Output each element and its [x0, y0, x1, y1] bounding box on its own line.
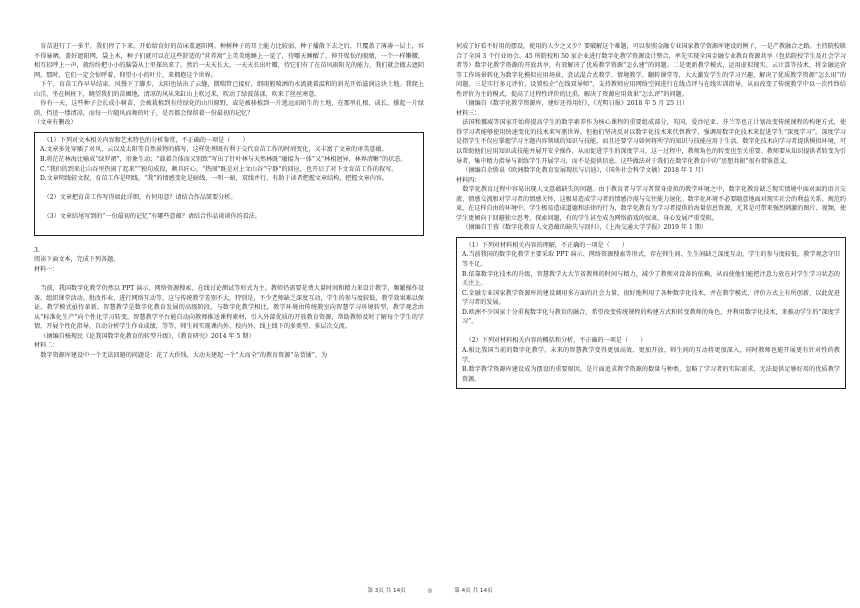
material-3-source: （摘编自余胜泉《欧洲数字化教育发展现状与启迪》，《国外社会科学文摘》2018 年 1 月）	[462, 167, 707, 175]
question-number: 3.	[34, 246, 40, 254]
material-1-title: 材料一：	[34, 266, 59, 274]
question-3: （3）文章结尾写到的“一份最初的记忆”有哪些意蕴？请结合作品谈谈你的看法。	[43, 213, 261, 221]
material-2-text: 数字资源库建设中一个无法回避的问题是：花了大价钱、大动天建起一个“大而全”的教育资源“杂货铺”，为	[40, 351, 328, 359]
option-b: B.依靠数字化技术的升级，智慧教学大大节省教师的时间与精力，减少了教师对设备的依赖，从而使他们能把注意力放在对学生学习状态的关注上。	[462, 270, 840, 288]
option-d: D.欧洲不少国家十分重视数字化与教育的融合，希望改变传统课程的构建方式和转变教师的角色，并利用数字化技术，来推动学生的“深度学习”。	[462, 308, 840, 326]
option-a: A.当前我国的数字化教学主要采取 PPT 演示、网络资源搜索等形式，存在师生间、生生间缺乏深度互动，学生的参与度较低，教学观念守旧等不足。	[462, 251, 840, 269]
option-b: B.将茫茫林海比喻成“绿罗裙”，形象生动；“载着合体而又别致”写出了针叶林与天然林既“融接为一体”又“林相迥异、林界清晰”的状态。	[40, 156, 407, 164]
page-number-left: 第 3页 共 14页	[367, 588, 406, 594]
material-1-text: 当前，我国数字化教学仍然以 PPT 演示、网络资源搜索、在线讨论测试等形式为主。教师仍需要花费大量时间和精力来设计教学，频繁操作设备、组织课堂活动、批改作业、进行网络互动等，这与传统教学差别不大，特别是，不少老师缺乏深度互动，学生的参与度较低，教学效果难以保证。教学模式亟待革新。智慧教学是数字化教育发展的高级阶段，与数字化教学相比，教学环境由传统教室向智慧学习环境转型，教学观念由从“标准化生产”向个性化学习转变，智慧教学平台能自动向教师推送课程素材，引入外部优质的开放教育资源，帮助教师及时了解每个学生的学情，开展个性化指导，自动分析学生作业成绩，等等，师生间实现课内外、校内外、线上线下的多类型、多层次交流。	[34, 285, 424, 331]
page-number-right: 第 4页 共 14页	[454, 588, 493, 594]
material-2-continued: 何成了好看不好用的摆设，使用的人少之又少？要破解这个难题，可以参照金融专业国家教学资源库建设的例子，一是产教融合之路。主持院校联合了全国 3 个行业协会、45 所院校和 50 家企业进行数字化教学资源设计整合，率先实现全国金融专业教育资源共享（包括院校学生及社会学习者等）数字化教学资源的开放共享，有效解决了优质教学资源“怎么建”的问题。二是更新教学模式，运用虚拟现实、云计算等技术，将金融运营等工作场景转化为数字化模拟应用场景，尝试混合式教学、情境教学、翻转课堂等，大大激发学生的学习兴趣，解决了优质教学资源“怎么用”的问题。三是实行多元评价，设置校企“在线双导师”，支持教师应用网络空间进行在线点评与在线实训指导，从而改变了传统教学中以一次性终结性评价为主的模式，提高了过程性评价的比重，解决了资源应用效果“怎么评”的问题。	[456, 43, 846, 98]
left-column	[34, 42, 424, 361]
option-c: C.金融专业国家教学资源库的建设调用多方面的社会力量，很好地利用了各种数字化技术，并在教学模式、评价方式上有所创新，以此促进学习者的发展。	[462, 289, 840, 307]
page-footer	[0, 586, 860, 594]
material-4-text: 数字化教育过程中容易出现人文意蕴缺失的问题。由于教育者与学习者置身虚拟的教学环境之中，数字化教育缺乏现实情境中面对面的语言交流、情感交流和对学习者的情感关怀，这极易造成学习者的情感冷漠与交往能力退化。数字化环境不必要随意地面对现实社会的利益关系、规范约束，在这样自由的环境中，学生极易造成道德和法律的行为，数字化教育为学习者提供的海量信息资源，尤其是可带来强烈刺激的图片、视频，使学生更倾向于回避独立思考、探索问题，有的学生甚至成为网络游戏的奴隶，身心发展严重受阻。	[456, 186, 846, 222]
material-3-text: 法国和挪威等国家开始将提高学生的数字素养作为核心课程的重要组成部分，英国、爱沙尼亚、芬兰等也正计划改变传统课程的构建方式，使得学习者能够使用快速变化的技术来写驱世界。但他们坚决反对以数字化技术来代替教学，强调用数字化技术来促进学生“深度学习”。深度学习是指学生不仅应掌握学习主题内容领域的知识与技能，而且还要学习如何将所学的知识与技能应用于生活。数字化技术向学习者提供模拟环境，可以帮助他们应用知识或技能并展开安全操作，从而促进学生的深度学习，这一过程中，教师角色的转变也至关重要。教师要从知识提供者转变为引导者，集中精力指导与训练学生开展学习，而不是提供信息。这些做法对于我们在数字化教育中的“思想共振”很有借鉴意义。	[456, 119, 846, 165]
footer-separator-icon: ◎	[427, 588, 433, 594]
question-2: （2）文章把育苗工作写得如此详细，有何用意？请结合作品简要分析。	[43, 194, 237, 202]
material-3-title: 材料三：	[456, 109, 481, 117]
instructions: 阅读下面文本，完成下列各题。	[34, 256, 120, 264]
material-4-title: 材料四：	[456, 176, 481, 184]
question-box-2	[456, 237, 846, 389]
attribution: （文章有删改）	[34, 119, 77, 127]
option-c: C.“我们的到来让山谷里热闹了起来”“独句成段，颇具匠心，“热闹”既是对上文山谷“宁静”的回应，也开启了对下文育苗工作的叙写。	[40, 165, 398, 173]
question-stem-2: （2）下列对材料相关内容的概括和分析，不正确的一项是（ ）	[465, 337, 647, 345]
material-2-title: 材料二：	[34, 342, 59, 350]
option-a-2: A.相比我国当前的数字化教学，未来的智慧教学变得更加高效、更加开放，师生间的互动将更加深入，同时教师也能开展更有针对性的教学。	[462, 346, 840, 364]
passage-paragraph: 育苗进行了一多半，我们停了下来，开始给育好的苗床盖遮阳网。种树种子的耳土能力比较弱，种子播散下去之后，只覆盖了薄薄一层土，容不得暴晒。盖好遮阳网，袋上木，种子们就可以在这些舒适的“营养窝”上美美地睡上一觉了，待哪天睡醒了，伸开惺忪的眼睛，一个一样懒腰，相互招呼上一声，就纷纷把小小的脑袋从土里探出来了。然后一天天长大，一天天长出叶瓣，待它们有了在苗风雨阳光的能力，我们就会撤去遮阴网。那时，它们一定会惊呼着，仰望小小的叶片，来拥抱这个世界。	[34, 43, 424, 79]
option-d: D.文章明线较文叙，育苗工作是明线，“我”的情感变化是暗线，一明一暗，双线并行，有助于读者把握文章结构，把握文章内容。	[40, 175, 388, 183]
material-4-source: （摘编自王蓉《数字化教育人文意蕴的缺失与回归》，《上海交通大学学报》2019 年 1 期）	[462, 224, 707, 232]
passage-paragraph: 你有一天，这些种子会长成小树苗，会被栽植到有待绿化的山川原野，或是被移植到一片逃远而陌生的土地，在那里扎根、成长，撑起一片绿荫，挡送一缕清凉，而每一片随风而舞的叶子，是否都会保留着一份最初的记忆？	[34, 100, 424, 117]
material-1-source: （摘编自杨现民《论我国数字化教育的转型升级》，《教育研究》2014 年 5 期）	[40, 332, 255, 340]
question-box-1	[34, 132, 424, 236]
right-column	[456, 42, 846, 389]
option-a: A.文章多处穿插了对风、云以及太阳等自然景物的描写，这样处理既有利于交代育苗工作的时间变化，又丰富了文章的审美意蕴。	[40, 146, 388, 154]
option-b-2: B.数字教学资源库建设成为摆设的重要原因，是片面追求教学资源的数量与种类，忽略了学习者的实际需求，无法提供足够好用的优质教学资源。	[462, 366, 840, 383]
question-stem: （1）下列对文本相关内容和艺术特色的分析鉴赏，不正确的一项是（ ）	[43, 136, 249, 144]
passage-paragraph: 下午，育苗工作早早结束。风慢下了脚步，太阳也钻出了云缝，微喘管已接好，细雨般喷洒的水流就着温和的斜光开始滋润这块土地。我爬上山洼，坐在树桩下，眺望我们的苗圃地，清凉的风从来缸山上吹过来，吹动了绿波荡漾，吹来了丝丝寒意。	[34, 81, 424, 98]
material-2-source: （摘编自《数字化教学资源库，建好还得用好》，《光明日报》2018 年 5 月 25 日）	[462, 100, 689, 108]
question-stem: （1）下列对材料相关内容的理解，不正确的一项是（ ）	[465, 241, 628, 249]
